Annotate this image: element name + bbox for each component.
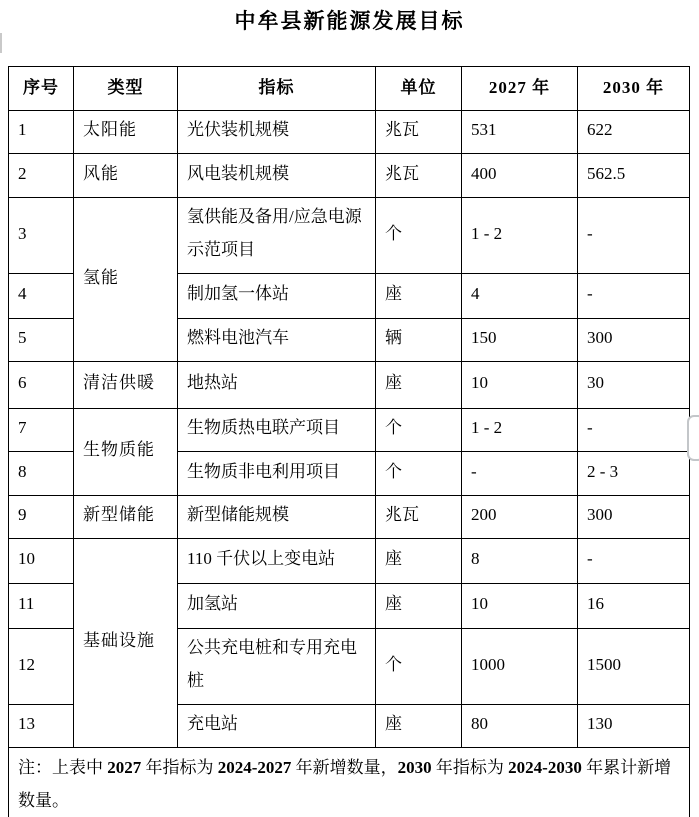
cell-no: 2: [9, 154, 74, 198]
cell-no: 3: [9, 198, 74, 274]
col-header-2027: 2027 年: [462, 67, 578, 111]
note-number: 2024-2027: [217, 757, 292, 777]
cell-2030: 130: [578, 705, 690, 748]
cell-2027: 1 - 2: [462, 198, 578, 274]
cell-unit: 座: [376, 539, 462, 584]
cell-2030: 1500: [578, 629, 690, 705]
cell-type-hydrogen: 氢能: [74, 198, 178, 362]
cell-2027: 10: [462, 584, 578, 629]
cell-indicator: 光伏装机规模: [178, 111, 376, 154]
note-text-part: 年累计新增数量。: [18, 757, 672, 810]
cell-no: 10: [9, 539, 74, 584]
cell-unit: 座: [376, 705, 462, 748]
cell-unit: 座: [376, 584, 462, 629]
cell-type-new-storage: 新型储能: [74, 496, 178, 539]
cell-2027: -: [462, 452, 578, 496]
cell-type-biomass: 生物质能: [74, 409, 178, 496]
cell-2030: 2 - 3: [578, 452, 690, 496]
cell-indicator: 氢供能及备用/应急电源示范项目: [178, 198, 376, 274]
col-header-indicator: 指标: [178, 67, 376, 111]
scrollbar-thumb[interactable]: [687, 415, 699, 461]
cell-type-wind: 风能: [74, 154, 178, 198]
note-text-part: 年指标为: [431, 757, 509, 777]
table-row: [9, 409, 690, 452]
note-text-part: 年新增数量，: [291, 757, 398, 777]
cell-indicator: 充电站: [178, 705, 376, 748]
col-header-unit: 单位: [376, 67, 462, 111]
cell-2027: 1000: [462, 629, 578, 705]
header-row: [9, 67, 690, 111]
cell-indicator: 生物质热电联产项目: [178, 409, 376, 452]
table-note: [9, 748, 690, 817]
cell-2030: 30: [578, 362, 690, 409]
cell-2030: 16: [578, 584, 690, 629]
cell-2027: 4: [462, 274, 578, 319]
cell-2027: 531: [462, 111, 578, 154]
cell-unit: 兆瓦: [376, 111, 462, 154]
note-text-part: 注：上表中: [18, 757, 108, 777]
targets-table: [8, 66, 690, 817]
note-number: 2030: [397, 757, 432, 777]
table-row: [9, 362, 690, 409]
cell-2027: 200: [462, 496, 578, 539]
cell-no: 6: [9, 362, 74, 409]
cell-indicator: 加氢站: [178, 584, 376, 629]
table-row: [9, 496, 690, 539]
note-text-part: 年指标为: [141, 757, 218, 777]
cell-type-clean-heating: 清洁供暖: [74, 362, 178, 409]
cell-2030: -: [578, 274, 690, 319]
cell-no: 13: [9, 705, 74, 748]
cell-type-infrastructure: 基础设施: [74, 539, 178, 748]
cell-indicator: 110 千伏以上变电站: [178, 539, 376, 584]
cell-no: 5: [9, 319, 74, 362]
cell-2027: 1 - 2: [462, 409, 578, 452]
cell-indicator: 新型储能规模: [178, 496, 376, 539]
cell-2030: -: [578, 409, 690, 452]
cell-2030: 300: [578, 496, 690, 539]
cell-no: 4: [9, 274, 74, 319]
cell-no: 1: [9, 111, 74, 154]
cell-unit: 兆瓦: [376, 496, 462, 539]
cell-no: 8: [9, 452, 74, 496]
cell-unit: 辆: [376, 319, 462, 362]
cell-unit: 个: [376, 452, 462, 496]
cell-2030: -: [578, 539, 690, 584]
cell-no: 9: [9, 496, 74, 539]
note-number: 2027: [107, 757, 142, 777]
cell-unit: 座: [376, 362, 462, 409]
cell-no: 12: [9, 629, 74, 705]
cell-indicator: 燃料电池汽车: [178, 319, 376, 362]
cell-unit: 个: [376, 629, 462, 705]
cell-type-solar: 太阳能: [74, 111, 178, 154]
cell-2027: 10: [462, 362, 578, 409]
note-row: [9, 748, 690, 817]
col-header-2030: 2030 年: [578, 67, 690, 111]
cell-2030: -: [578, 198, 690, 274]
cell-2027: 150: [462, 319, 578, 362]
cell-unit: 座: [376, 274, 462, 319]
cell-indicator: 生物质非电利用项目: [178, 452, 376, 496]
table-row: [9, 539, 690, 584]
table-row: [9, 111, 690, 154]
cell-2030: 300: [578, 319, 690, 362]
cell-2027: 8: [462, 539, 578, 584]
page-title: 中牟县新能源发展目标: [234, 9, 465, 33]
table-row: [9, 154, 690, 198]
cell-unit: 兆瓦: [376, 154, 462, 198]
cell-no: 7: [9, 409, 74, 452]
cell-2030: 562.5: [578, 154, 690, 198]
cell-indicator: 制加氢一体站: [178, 274, 376, 319]
cell-2027: 80: [462, 705, 578, 748]
col-header-type: 类型: [74, 67, 178, 111]
cell-indicator: 地热站: [178, 362, 376, 409]
cell-unit: 个: [376, 198, 462, 274]
cell-unit: 个: [376, 409, 462, 452]
cell-2027: 400: [462, 154, 578, 198]
cell-indicator: 风电装机规模: [178, 154, 376, 198]
cell-indicator: 公共充电桩和专用充电桩: [178, 629, 376, 705]
table-row: [9, 198, 690, 274]
cell-no: 11: [9, 584, 74, 629]
cell-2030: 622: [578, 111, 690, 154]
left-edge-scrollbar-fragment: [0, 33, 2, 53]
note-number: 2024-2030: [508, 757, 582, 777]
col-header-no: 序号: [9, 67, 74, 111]
